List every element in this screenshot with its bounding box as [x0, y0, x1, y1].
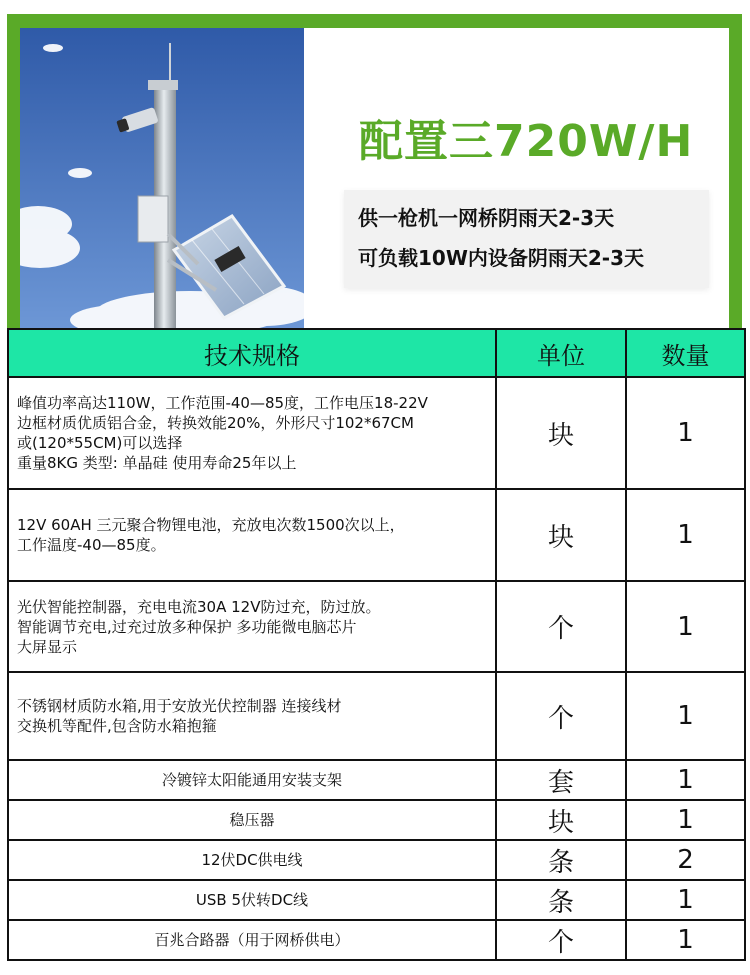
table-row [8, 581, 745, 672]
spec-line: 交换机等配件,包含防水箱抱箍 [17, 717, 217, 735]
table-header-row [8, 329, 745, 377]
spec-cell [8, 581, 496, 672]
table-row [8, 920, 745, 960]
spec-line: USB 5伏转DC线 [195, 891, 309, 909]
unit-cell: 个 [496, 920, 626, 960]
spec-line: 或(120*55CM)可以选择 [17, 434, 183, 452]
spec-cell [8, 880, 496, 920]
qty-cell: 1 [626, 760, 745, 800]
spec-line: 不锈钢材质防水箱,用于安放光伏控制器 连接线材 [17, 697, 342, 715]
unit-cell: 块 [496, 800, 626, 840]
unit-cell: 个 [496, 581, 626, 672]
spec-line: 12V 60AH 三元聚合物锂电池，充放电次数1500次以上， [17, 516, 405, 534]
spec-line: 百兆合路器（用于网桥供电） [154, 931, 350, 949]
qty-cell: 2 [626, 840, 745, 880]
table-row [8, 489, 745, 581]
qty-cell: 1 [626, 880, 745, 920]
spec-line: 智能调节充电,过充过放多种保护 多功能微电脑芯片 [17, 617, 357, 636]
qty-cell: 1 [626, 672, 745, 760]
unit-cell: 块 [496, 489, 626, 581]
table-row [8, 672, 745, 760]
subtitle-line-2: 可负载10W内设备阴雨天2-3天 [358, 246, 645, 270]
qty-cell: 1 [626, 800, 745, 840]
spec-line: 冷镀锌太阳能通用安装支架 [161, 771, 342, 789]
spec-line: 12伏DC供电线 [201, 851, 303, 869]
unit-cell: 条 [496, 840, 626, 880]
spec-line: 重量8KG 类型: 单晶硅 使用寿命25年以上 [17, 454, 297, 472]
spec-line: 工作温度-40—85度。 [17, 536, 166, 554]
spec-line: 边框材质优质铝合金，转换效能20%，外形尺寸102*67CM [17, 414, 414, 432]
spec-table [7, 328, 746, 961]
unit-cell: 套 [496, 760, 626, 800]
spec-cell [8, 840, 496, 880]
table-row [8, 840, 745, 880]
spec-cell [8, 800, 496, 840]
spec-cell [8, 672, 496, 760]
unit-cell: 个 [496, 672, 626, 760]
config-title: 配置三720W/H [359, 116, 694, 167]
spec-cell [8, 489, 496, 581]
spec-line: 大屏显示 [17, 637, 78, 656]
qty-cell: 1 [626, 920, 745, 960]
product-banner [7, 14, 742, 328]
solar-pole-image [20, 28, 304, 329]
product-photo [20, 28, 304, 329]
unit-cell: 块 [496, 377, 626, 489]
unit-cell: 条 [496, 880, 626, 920]
spec-line: 峰值功率高达110W，工作范围-40—85度，工作电压18-22V [17, 394, 428, 412]
table-row [8, 760, 745, 800]
subtitle-box [344, 190, 709, 288]
header-unit: 单位 [496, 329, 626, 377]
spec-cell [8, 760, 496, 800]
table-row [8, 800, 745, 840]
spec-cell [8, 377, 496, 489]
qty-cell: 1 [626, 581, 745, 672]
spec-line: 光伏智能控制器，充电电流30A 12V防过充，防过放。 [17, 597, 381, 616]
table-row [8, 377, 745, 489]
header-spec: 技术规格 [8, 329, 496, 377]
spec-cell [8, 920, 496, 960]
qty-cell: 1 [626, 377, 745, 489]
table-row [8, 880, 745, 920]
banner-text-panel [304, 28, 729, 329]
spec-line: 稳压器 [229, 811, 275, 829]
qty-cell: 1 [626, 489, 745, 581]
header-qty: 数量 [626, 329, 745, 377]
subtitle-line-1: 供一枪机一网桥阴雨天2-3天 [358, 206, 615, 230]
